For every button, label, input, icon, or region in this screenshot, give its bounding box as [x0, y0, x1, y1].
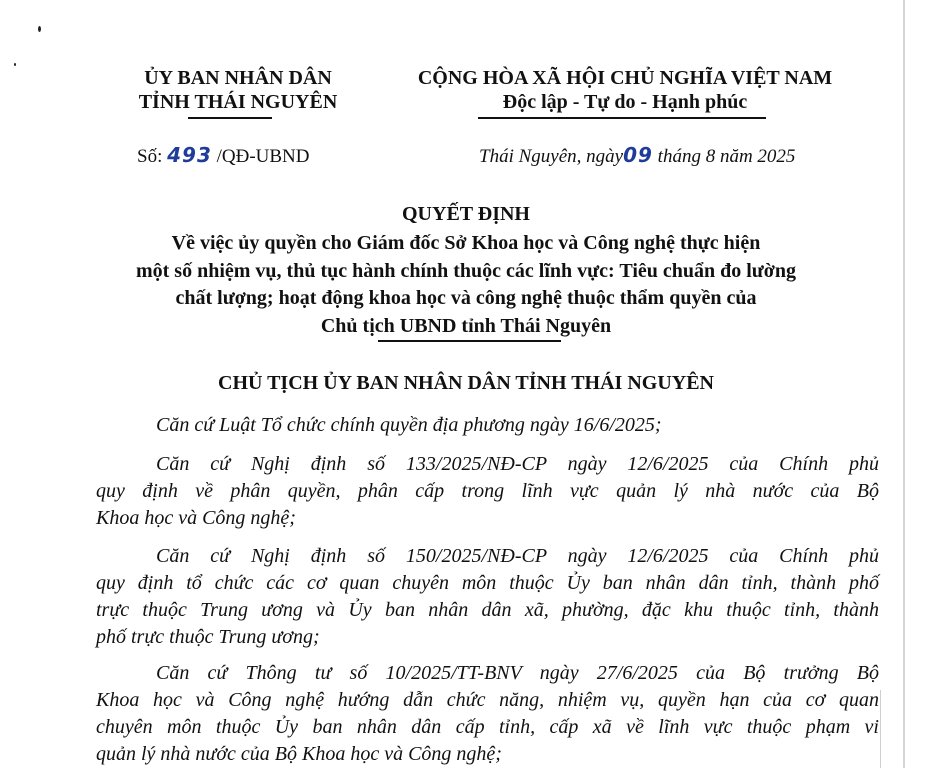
decision-title: QUYẾT ĐỊNH: [402, 203, 530, 225]
paragraph-line: quy định tổ chức các cơ quan chuyên môn thuộc Ủy ban nhân dân tỉnh, thành phố: [96, 572, 879, 594]
issuing-authority-underline: [188, 117, 272, 119]
paragraph-line: quy định về phân quyền, phân cấp trong lĩnh vực quản lý nhà nước của Bộ: [96, 480, 879, 502]
paragraph-line: Căn cứ Thông tư số 10/2025/TT-BNV ngày 27/6/2025 của Bộ trưởng Bộ: [156, 662, 879, 684]
decision-subject-line: chất lượng; hoạt động khoa học và công nghệ thuộc thẩm quyền của: [175, 287, 757, 309]
decision-subject-underline: [378, 340, 561, 342]
paragraph-line: Căn cứ Nghị định số 150/2025/NĐ-CP ngày 12/6/2025 của Chính phủ: [156, 545, 879, 567]
issuing-authority-line1: ỦY BAN NHÂN DÂN: [144, 67, 332, 89]
decision-subject: [60, 230, 872, 340]
legal-basis-paragraph: [96, 412, 879, 439]
issuing-authority: [118, 66, 358, 114]
legal-basis-paragraph: [96, 660, 879, 768]
national-heading: [380, 66, 870, 114]
document-number-label: Số:: [137, 146, 163, 167]
paragraph-line: Căn cứ Luật Tổ chức chính quyền địa phương ngày 16/6/2025;: [156, 414, 662, 436]
national-motto-underline: [478, 117, 766, 119]
paragraph-line: quản lý nhà nước của Bộ Khoa học và Công nghệ;: [96, 743, 502, 765]
paragraph-line: trực thuộc Trung ương và Ủy ban nhân dân xã, phường, đặc khu thuộc tỉnh, thành: [96, 599, 879, 621]
legal-basis-paragraph: [96, 451, 879, 532]
paragraph-line: chuyên môn thuộc Ủy ban nhân dân cấp tỉnh, cấp xã về lĩnh vực thuộc phạm vi: [96, 716, 879, 738]
issue-date-suffix: tháng 8 năm 2025: [657, 146, 796, 167]
document-number-handwritten: 493: [167, 143, 212, 167]
paragraph-line: Khoa học và Công nghệ hướng dẫn chức năng, nhiệm vụ, quyền hạn của cơ quan: [96, 689, 879, 711]
issue-date-prefix: Thái Nguyên, ngày: [479, 146, 624, 167]
decision-subject-line: Chủ tịch UBND tỉnh Thái Nguyên: [320, 314, 612, 337]
national-name: CỘNG HÒA XÃ HỘI CHỦ NGHĨA VIỆT NAM: [417, 67, 833, 89]
issue-date-day-handwritten: 09: [623, 143, 653, 167]
decision-subject-line: một số nhiệm vụ, thủ tục hành chính thuộc các lĩnh vực: Tiêu chuẩn đo lường: [135, 259, 797, 282]
issuing-authority-line2: TỈNH THÁI NGUYÊN: [138, 91, 338, 113]
authority-heading: CHỦ TỊCH ỦY BAN NHÂN DÂN TỈNH THÁI NGUYÊN: [218, 372, 714, 394]
page-edge-faint: [880, 690, 881, 768]
legal-basis-paragraph: [96, 543, 879, 651]
scan-speck: [38, 26, 41, 32]
national-motto: Độc lập - Tự do - Hạnh phúc: [502, 91, 748, 113]
document-number: [137, 143, 310, 168]
scan-speck: [14, 63, 16, 66]
document-number-suffix: /QĐ-UBND: [216, 146, 310, 167]
paragraph-line: Khoa học và Công nghệ;: [96, 507, 296, 529]
issue-date: [479, 143, 795, 168]
decision-subject-line: Về việc ủy quyền cho Giám đốc Sở Khoa học và Công nghệ thực hiện: [171, 232, 761, 254]
paragraph-line: phố trực thuộc Trung ương;: [96, 626, 320, 648]
paragraph-line: Căn cứ Nghị định số 133/2025/NĐ-CP ngày 12/6/2025 của Chính phủ: [156, 453, 879, 475]
